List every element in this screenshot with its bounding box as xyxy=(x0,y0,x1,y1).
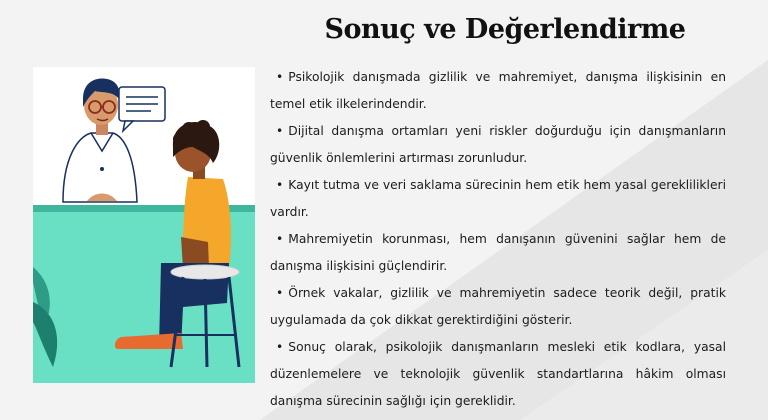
bullet-item xyxy=(270,118,726,172)
bullet-item xyxy=(270,226,726,280)
bullet-marker: • xyxy=(276,124,284,138)
conclusion-bullet-list xyxy=(270,64,726,415)
bullet-marker: • xyxy=(276,286,284,300)
bullet-item xyxy=(270,334,726,415)
bullet-text: Kayıt tutma ve veri saklama sürecinin hem etik hem yasal gereklilikleri vardır. xyxy=(270,178,726,219)
bullet-marker: • xyxy=(276,178,284,192)
speech-bubble-icon xyxy=(119,87,165,131)
bullet-item xyxy=(270,172,726,226)
bullet-text: Sonuç olarak, psikolojik danışmanların mesleki etik kodlara, yasal düzenlemelere ve teknolojik güvenlik standartlarına hâkim olması danışma sürecinin sağlığı için gereklidir. xyxy=(270,340,726,408)
slide-title: Sonuç ve Değerlendirme xyxy=(324,14,686,45)
bullet-marker: • xyxy=(276,340,284,354)
bullet-marker: • xyxy=(276,70,284,84)
bullet-text: Psikolojik danışmada gizlilik ve mahremiyet, danışma ilişkisinin en temel etik ilkelerindendir. xyxy=(270,70,726,111)
bullet-item xyxy=(270,280,726,334)
bullet-text: Dijital danışma ortamları yeni riskler doğurduğu için danışmanların güvenlik önlemlerini artırması zorunludur. xyxy=(270,124,726,165)
bullet-text: Örnek vakalar, gizlilik ve mahremiyetin sadece teorik değil, pratik uygulamada da çok dikkat gerektirdiğini gösterir. xyxy=(270,286,726,327)
bullet-marker: • xyxy=(276,232,284,246)
bullet-item xyxy=(270,64,726,118)
counseling-illustration xyxy=(33,67,255,383)
bullet-text: Mahremiyetin korunması, hem danışanın güvenini sağlar hem de danışma ilişkisini güçlendirir. xyxy=(270,232,726,273)
